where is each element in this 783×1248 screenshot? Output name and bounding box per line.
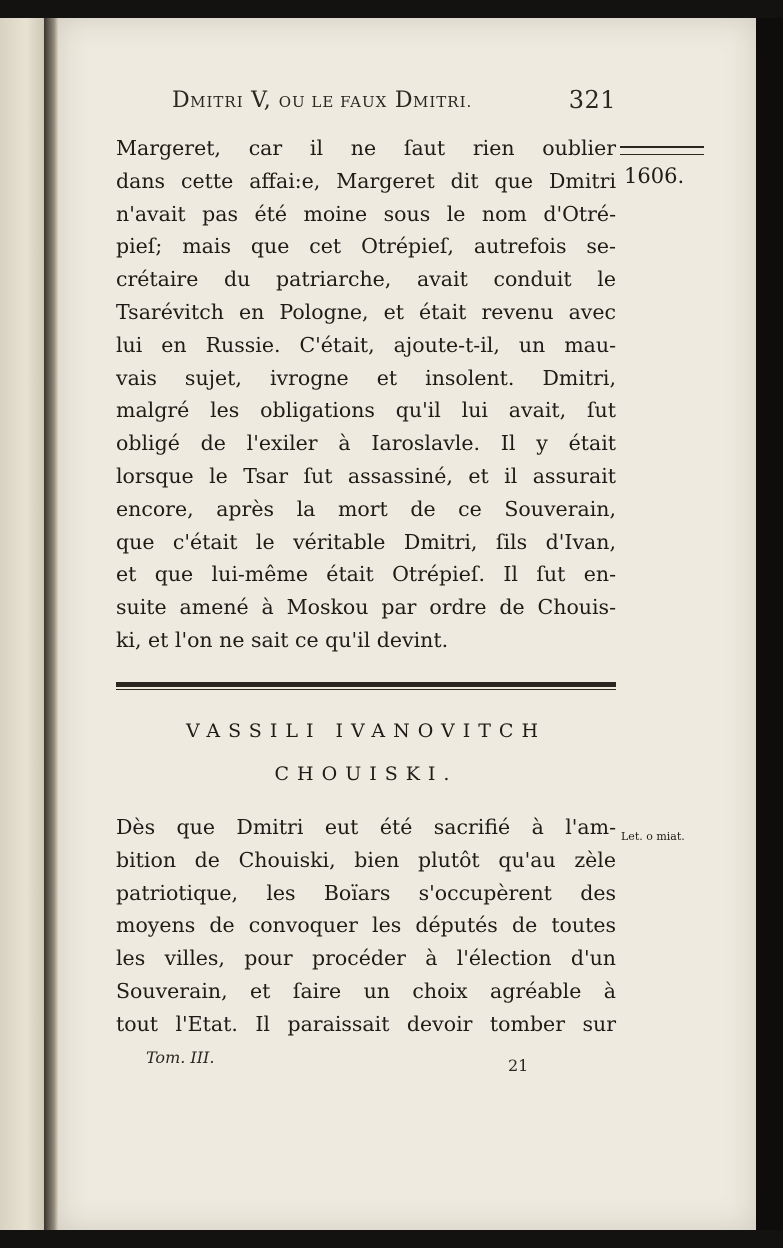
page-number: 321 xyxy=(568,86,616,114)
margin-date: 1606. xyxy=(624,164,685,188)
text-line: bition de Chouiski, bien plutôt qu'au zèle xyxy=(116,847,616,872)
paragraph-1 xyxy=(116,132,616,657)
text-line: pieſ; mais que cet Otrépieſ, autrefois se- xyxy=(116,234,616,259)
text-line: ki, et l'on ne sait ce qu'il devint. xyxy=(116,627,449,652)
running-title: DMITRI V, OU LE FAUX DMITRI. xyxy=(172,88,473,113)
background-edge xyxy=(756,18,783,1230)
text-line: et que lui-même était Otrépieſ. Il ſut en- xyxy=(116,562,616,587)
text-line: crétaire du patriarche, avait conduit le xyxy=(116,267,616,292)
text-line: n'avait pas été moine sous le nom d'Otré- xyxy=(116,201,616,226)
text-line: moyens de convoquer les députés de toutes xyxy=(116,913,616,938)
text-line: Souverain, et ſaire un choix agréable à xyxy=(116,978,616,1003)
section-heading: VASSILI IVANOVITCH xyxy=(185,720,547,742)
section-subheading: CHOUISKI. xyxy=(274,763,458,785)
margin-reference: Let. o miat. xyxy=(621,830,685,843)
text-line: les villes, pour procéder à l'élection d'un xyxy=(116,946,616,971)
text-line: lorsque le Tsar ſut assassiné, et il assurait xyxy=(116,463,616,488)
text-line: obligé de l'exiler à Iaroslavle. Il y était xyxy=(116,431,616,456)
book-gutter xyxy=(44,18,58,1230)
text-line: tout l'Etat. Il paraissait devoir tomber sur xyxy=(116,1011,616,1036)
text-line: dans cette affai:e, Margeret dit que Dmitri xyxy=(116,168,616,193)
text-line: encore, après la mort de ce Souverain, xyxy=(116,496,616,521)
text-line: vais sujet, ivrogne et insolent. Dmitri, xyxy=(116,365,616,390)
running-head xyxy=(116,86,616,120)
paragraph-2 xyxy=(116,811,616,1041)
text-line: suite amené à Moskou par ordre de Chouis- xyxy=(116,595,616,620)
text-line: que c'était le véritable Dmitri, ſils d'Ivan, xyxy=(116,529,616,554)
text-line: Dès que Dmitri eut été sacrifié à l'am- xyxy=(116,815,616,839)
section-divider xyxy=(116,682,616,691)
text-line: lui en Russie. C'était, ajoute-t-il, un mau- xyxy=(116,332,616,357)
volume-mark: Tom. III. xyxy=(146,1048,215,1067)
facing-page-edge xyxy=(0,18,44,1230)
margin-rule xyxy=(620,146,704,155)
text-line: Margeret, car il ne ſaut rien oublier xyxy=(116,136,616,160)
text-line: patriotique, les Boïars s'occupèrent des xyxy=(116,880,616,905)
text-line: Tsarévitch en Pologne, et était revenu avec xyxy=(116,299,616,324)
text-line: malgré les obligations qu'il lui avait, ſut xyxy=(116,398,616,423)
signature-mark: 21 xyxy=(508,1056,529,1075)
